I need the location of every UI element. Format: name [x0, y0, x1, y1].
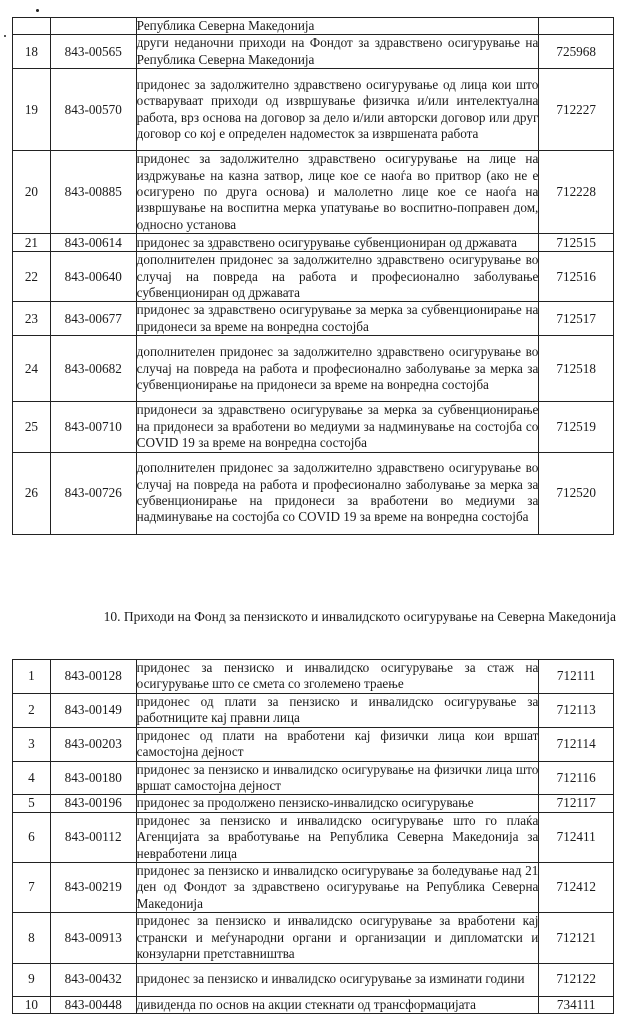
account-cell: 712411	[539, 812, 614, 862]
table-row	[13, 913, 614, 963]
description-cell: придонес за задолжително здравствено осигурување од лица кои што остваруваат приходи од извршување физичка и/или интелектуална работа, врз основа на договор за дело и/или авторски договор или друг договор со кој е определен надоместок за извршената работа	[136, 69, 539, 151]
account-cell: 712412	[539, 863, 614, 913]
table-row	[13, 402, 614, 452]
code-cell: 843-00149	[50, 693, 136, 727]
code-cell: 843-00112	[50, 812, 136, 862]
section-title: 10. Приходи на Фонд за пензиското и инвалидското осигурување на Северна Македонија	[103, 609, 616, 624]
table-row	[13, 727, 614, 761]
table-row	[13, 795, 614, 812]
code-cell: 843-00640	[50, 252, 136, 302]
scan-speck	[4, 35, 6, 37]
table-row	[13, 963, 614, 996]
description-cell: придонес за здравствено осигурување субвенциониран од државата	[136, 234, 539, 252]
description-cell: придонес од плати на вработени кај физички лица кои вршат самостојна дејност	[136, 727, 539, 760]
description-cell: други неданочни приходи на Фондот за здравствено осигурување на Република Северна Македонија	[136, 35, 539, 67]
description-cell: Република Северна Македонија	[136, 18, 539, 35]
code-cell: 843-00885	[50, 151, 136, 234]
pension-insurance-revenue-table	[12, 659, 614, 1014]
table-row	[13, 812, 614, 862]
table-row	[13, 660, 614, 694]
row-number-cell: 4	[13, 761, 51, 795]
description-cell: придонес за продолжено пензиско-инвалидско осигурување	[136, 795, 539, 812]
table-row	[13, 151, 614, 234]
description-cell: придонес за пензиско и инвалидско осигурување за изминати години	[136, 963, 539, 996]
row-number-cell: 3	[13, 727, 51, 761]
table-row	[13, 452, 614, 534]
description-cell: дополнителен придонес за задолжително здравствено осигурување во случај на повреда на работа и професионално заболување за мерка за субвенционирање на придонеси за вработени во медиуми за надминување на состојба со COVID 19 за време на вонредна состојба	[136, 452, 539, 534]
code-cell: 843-00219	[50, 863, 136, 913]
account-cell: 712517	[539, 302, 614, 336]
description-cell: придонес за пензиско и инвалидско осигурување што го плаќа Агенцијата за вработување на Република Северна Македонија за невработени лица	[136, 812, 539, 861]
table-row	[13, 302, 614, 336]
description-cell: придонес од плати за пензиско и инвалидско осигурување за работниците кај правни лица	[136, 693, 539, 726]
description-cell: придонес за пензиско и инвалидско осигурување за боледување над 21 ден од Фондот за здравствено осигурување на Република Северна Македонија	[136, 863, 539, 911]
row-number-cell: 22	[13, 252, 51, 302]
table-row	[13, 693, 614, 727]
account-cell: 712121	[539, 913, 614, 963]
code-cell: 843-00913	[50, 913, 136, 963]
row-number-cell: 1	[13, 660, 51, 694]
row-number-cell	[13, 18, 51, 35]
table-row	[13, 761, 614, 795]
description-cell: дополнителен придонес за задолжително здравствено осигурување во случај на повреда на работа и професионално заболување за мерка за субвенционирање на придонеси за време на вонредна состојба	[136, 336, 539, 402]
row-number-cell: 19	[13, 69, 51, 151]
description-cell: придонес за задолжително здравствено осигурување на лице на издржување на казна затвор, лице кое се наоѓа во притвор (ако не е осигурено по друга основа) и малолетно лице кое се наоѓа на извршување на воспитна мерка упатување во воспитно-поправен дом, односно установа	[136, 151, 539, 232]
account-cell: 712117	[539, 795, 614, 812]
row-number-cell: 23	[13, 302, 51, 336]
code-cell: 843-00710	[50, 402, 136, 452]
row-number-cell: 9	[13, 963, 51, 996]
account-cell: 712228	[539, 151, 614, 234]
table-row	[13, 234, 614, 252]
table-row	[13, 35, 614, 69]
account-cell: 712116	[539, 761, 614, 795]
row-number-cell: 10	[13, 996, 51, 1013]
description-cell: дополнителен придонес за задолжително здравствено осигурување во случај на повреда на работа и професионално заболување субвенциониран од државата	[136, 252, 539, 301]
row-number-cell: 2	[13, 693, 51, 727]
description-cell: придонес за пензиско и инвалидско осигурување за стаж на осигурување што се смета со зголемено траење	[136, 660, 539, 692]
account-cell: 712114	[539, 727, 614, 761]
row-number-cell: 24	[13, 336, 51, 402]
table-row	[13, 996, 614, 1013]
description-cell: придонес за здравствено осигурување за мерка за субвенционирање на придонеси за време на вонредна состојба	[136, 302, 539, 334]
table-row	[13, 69, 614, 151]
code-cell: 843-00570	[50, 69, 136, 151]
account-cell: 712113	[539, 693, 614, 727]
table-row	[13, 18, 614, 35]
table-row	[13, 252, 614, 302]
account-cell: 725968	[539, 35, 614, 69]
code-cell: 843-00726	[50, 452, 136, 534]
code-cell: 843-00180	[50, 761, 136, 795]
account-cell	[539, 18, 614, 35]
code-cell: 843-00128	[50, 660, 136, 694]
description-cell: придонеси за здравствено осигурување за мерка за субвенционирање на придонеси за вработени во медиуми за надминување на состојба со COVID 19 за време на вонредна состојба	[136, 402, 539, 451]
scan-speck	[36, 9, 39, 12]
account-cell: 712518	[539, 336, 614, 402]
code-cell: 843-00432	[50, 963, 136, 996]
row-number-cell: 8	[13, 913, 51, 963]
description-cell: дивиденда по основ на акции стекнати од трансформацијата	[136, 996, 539, 1013]
code-cell: 843-00682	[50, 336, 136, 402]
row-number-cell: 7	[13, 863, 51, 913]
account-cell: 712515	[539, 234, 614, 252]
code-cell: 843-00677	[50, 302, 136, 336]
account-cell: 712122	[539, 963, 614, 996]
row-number-cell: 18	[13, 35, 51, 69]
row-number-cell: 5	[13, 795, 51, 812]
account-cell: 712227	[539, 69, 614, 151]
description-cell: придонес за пензиско и инвалидско осигурување за вработени кај странски и меѓународни органи и организации и дипломатски и конзуларни претставништва	[136, 913, 539, 962]
description-cell: придонес за пензиско и инвалидско осигурување на физички лица што вршат самостојна дејност	[136, 761, 539, 794]
account-cell: 712519	[539, 402, 614, 452]
code-cell: 843-00614	[50, 234, 136, 252]
code-cell: 843-00196	[50, 795, 136, 812]
code-cell: 843-00203	[50, 727, 136, 761]
row-number-cell: 21	[13, 234, 51, 252]
row-number-cell: 26	[13, 452, 51, 534]
health-insurance-revenue-table	[12, 17, 614, 535]
code-cell: 843-00448	[50, 996, 136, 1013]
code-cell	[50, 18, 136, 35]
account-cell: 712111	[539, 660, 614, 694]
account-cell: 712516	[539, 252, 614, 302]
table-row	[13, 863, 614, 913]
account-cell: 734111	[539, 996, 614, 1013]
account-cell: 712520	[539, 452, 614, 534]
table-row	[13, 336, 614, 402]
row-number-cell: 25	[13, 402, 51, 452]
row-number-cell: 6	[13, 812, 51, 862]
row-number-cell: 20	[13, 151, 51, 234]
code-cell: 843-00565	[50, 35, 136, 69]
